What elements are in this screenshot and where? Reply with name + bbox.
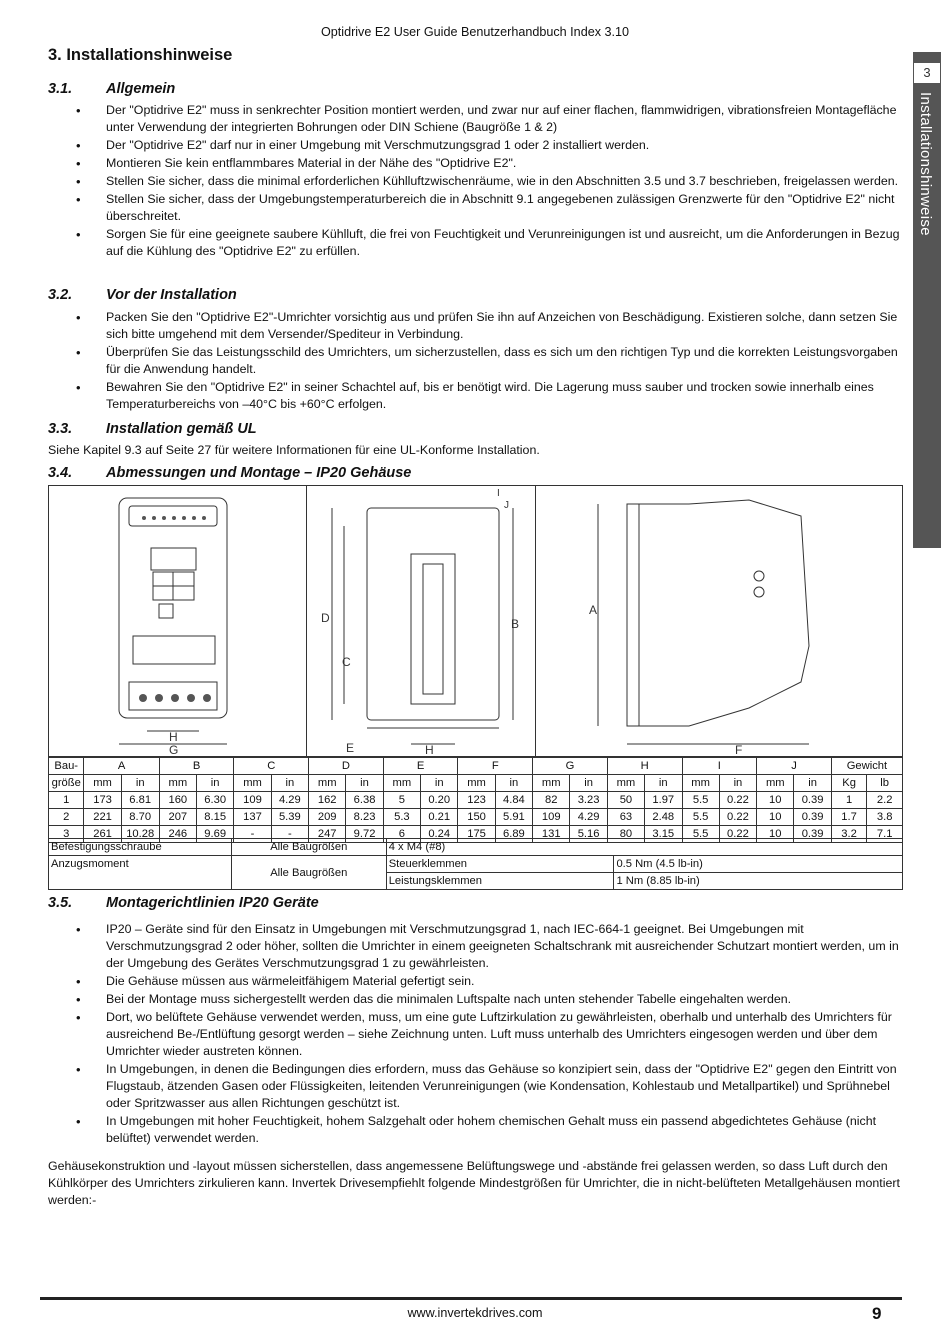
table-cell: 175 bbox=[458, 826, 495, 843]
table-header-cell: in bbox=[719, 775, 756, 792]
table-cell: 8.70 bbox=[121, 809, 159, 826]
list-item: • Packen Sie den "Optidrive E2"-Umrichter vorsichtig aus und prüfen Sie ihn auf Anzeichen von Beschädigung. Existieren solche, dann setzen Sie sich bitte umgehend mit dem Versender/Spediteur in Verbindung. bbox=[70, 309, 902, 343]
drive-rear-view bbox=[367, 508, 499, 720]
dim-label-j: J bbox=[504, 500, 509, 511]
dim-label-d: D bbox=[321, 611, 330, 625]
table-cell: 10.28 bbox=[121, 826, 159, 843]
footer-url[interactable]: www.invertekdrives.com bbox=[407, 1306, 543, 1320]
table-cell: 5.5 bbox=[682, 792, 719, 809]
list-item: • Bewahren Sie den "Optidrive E2" in seiner Schachtel auf, bis er benötigt wird. Die Lagerung muss sauber und trocken sowie innerhalb eines Temperaturbereichs von –40°C bis +60°C erfolgen. bbox=[70, 379, 902, 413]
table-cell: 123 bbox=[458, 792, 495, 809]
table-cell: 5.91 bbox=[495, 809, 532, 826]
table-header-cell: mm bbox=[309, 775, 346, 792]
table-cell: 63 bbox=[607, 809, 644, 826]
mounting-torque-table bbox=[48, 838, 903, 890]
list-item: • Stellen Sie sicher, dass die minimal erforderlichen Kühlluftzwischenräume, wie in den Abschnitten 3.5 und 3.7 beschrieben, freigelassen werden. bbox=[70, 173, 902, 190]
table-cell: 1 bbox=[49, 792, 84, 809]
table-cell: 1.97 bbox=[645, 792, 682, 809]
table-cell: 6.38 bbox=[346, 792, 383, 809]
table-cell: 4.84 bbox=[495, 792, 532, 809]
dim-label-h-front: H bbox=[169, 730, 178, 744]
table-cell: 1.7 bbox=[831, 809, 866, 826]
list-item: • Stellen Sie sicher, dass der Umgebungstemperaturbereich die in Abschnitt 9.1 angegebenen zulässigen Grenzwerte für den "Optidrive E2" nicht überschreitet. bbox=[70, 191, 902, 225]
table-cell: 50 bbox=[607, 792, 644, 809]
dim-label-a: A bbox=[589, 603, 598, 617]
table-cell: 7.1 bbox=[867, 826, 903, 843]
table-header-cell: lb bbox=[867, 775, 903, 792]
table-cell: 9.69 bbox=[196, 826, 233, 843]
table-header-cell: G bbox=[533, 758, 608, 775]
chapter-number: 3 bbox=[913, 62, 941, 84]
table-cell: 131 bbox=[533, 826, 570, 843]
chapter-title: 3. Installationshinweise bbox=[48, 46, 233, 64]
list-item: • Der "Optidrive E2" muss in senkrechter Position montiert werden, und zwar nur auf einer flachen, flammwidrigen, vibrationsfreien Montagefläche unter Verwendung der integrierten Bohrungen oder DIN Schiene (Baugröße 1 & 2) bbox=[70, 102, 902, 136]
table-header-cell: mm bbox=[458, 775, 495, 792]
list-3-2 bbox=[70, 309, 902, 414]
enclosure-closing-text: Gehäusekonstruktion und -layout müssen sicherstellen, dass angemessene Belüftungswege und -abstände frei gelassen werden, so dass Luft durch den Kühlkörper des Umrichters zirkulieren kann. Invertek Drivesempfiehlt folgende Mindestgrößen für Umrichter, die in nicht-belüfteten Metallgehäusen montiert werden:- bbox=[48, 1159, 900, 1207]
table-header-cell: I bbox=[682, 758, 757, 775]
list-3-1 bbox=[70, 102, 902, 261]
table-cell: 2 bbox=[49, 809, 84, 826]
table-cell: 0.24 bbox=[420, 826, 457, 843]
table-cell: 82 bbox=[533, 792, 570, 809]
table-cell: 6.30 bbox=[196, 792, 233, 809]
table-header-cell: in bbox=[271, 775, 308, 792]
table-header-cell: mm bbox=[757, 775, 794, 792]
table-cell: 221 bbox=[84, 809, 121, 826]
ul-reference-text: Siehe Kapitel 9.3 auf Seite 27 für weitere Informationen für eine UL-Konforme Installation. bbox=[48, 443, 540, 457]
table-header-cell: in bbox=[645, 775, 682, 792]
table-header-cell: C bbox=[234, 758, 309, 775]
section-heading-3-2: 3.2. Vor der Installation bbox=[48, 287, 237, 303]
section-heading-3-5: 3.5. Montagerichtlinien IP20 Geräte bbox=[48, 895, 319, 911]
table-cell: 2.48 bbox=[645, 809, 682, 826]
dim-label-i: I bbox=[497, 488, 500, 499]
table-header-cell: A bbox=[84, 758, 159, 775]
table-cell: 0.22 bbox=[719, 826, 756, 843]
table-cell: 6 bbox=[383, 826, 420, 843]
table-header-cell: mm bbox=[533, 775, 570, 792]
dim-label-c: C bbox=[342, 655, 351, 669]
table-cell: 150 bbox=[458, 809, 495, 826]
dim-label-f: F bbox=[735, 743, 743, 756]
table-header-cell: mm bbox=[682, 775, 719, 792]
table-cell: 4.29 bbox=[570, 809, 607, 826]
table-cell: 109 bbox=[533, 809, 570, 826]
table-cell: 4 x M4 (#8) bbox=[386, 839, 902, 856]
table-cell: 4.29 bbox=[271, 792, 308, 809]
table-cell: 10 bbox=[757, 792, 794, 809]
table-cell: 261 bbox=[84, 826, 121, 843]
table-cell: Alle Baugrößen bbox=[231, 839, 386, 856]
page-number: 9 bbox=[872, 1304, 882, 1323]
table-header-cell: in bbox=[794, 775, 831, 792]
table-cell: Alle Baugrößen bbox=[231, 856, 386, 890]
section-heading-3-4: 3.4. Abmessungen und Montage – IP20 Gehäuse bbox=[48, 465, 412, 481]
table-row bbox=[49, 792, 903, 809]
table-header-cell: mm bbox=[84, 775, 121, 792]
table-header-cell: größe bbox=[49, 775, 84, 792]
table-cell: 0.5 Nm (4.5 lb-in) bbox=[614, 856, 903, 873]
table-cell: 3.15 bbox=[645, 826, 682, 843]
table-header-cell: in bbox=[420, 775, 457, 792]
list-item: • Die Gehäuse müssen aus wärmeleitfähigem Material gefertigt sein. bbox=[70, 973, 902, 990]
table-row bbox=[49, 839, 903, 856]
table-cell: 3 bbox=[49, 826, 84, 843]
table-cell: 3.8 bbox=[867, 809, 903, 826]
dimension-table bbox=[48, 757, 903, 843]
table-header-cell: mm bbox=[383, 775, 420, 792]
section-heading-3-1: 3.1. Allgemein bbox=[48, 81, 176, 97]
table-cell: 0.39 bbox=[794, 826, 831, 843]
table-cell: 1 bbox=[831, 792, 866, 809]
table-cell: 5.5 bbox=[682, 826, 719, 843]
table-header-cell: F bbox=[458, 758, 533, 775]
table-header-cell: mm bbox=[234, 775, 271, 792]
table-cell: Befestigungsschraube bbox=[49, 839, 232, 856]
table-cell: 8.15 bbox=[196, 809, 233, 826]
terminal-dots bbox=[139, 516, 211, 702]
chapter-side-tab[interactable] bbox=[913, 52, 941, 548]
table-header-cell: in bbox=[570, 775, 607, 792]
table-cell: 5 bbox=[383, 792, 420, 809]
table-cell: 10 bbox=[757, 809, 794, 826]
footer-divider bbox=[40, 1297, 902, 1300]
table-cell: 0.22 bbox=[719, 792, 756, 809]
list-item: • In Umgebungen mit hoher Feuchtigkeit, hohem Salzgehalt oder hohem chemischen Gehalt muss ein passend abgedichtetes Gehäuse (nicht belüftet) verwendet werden. bbox=[70, 1113, 902, 1147]
dim-label-g-front: G bbox=[169, 743, 179, 756]
table-header-cell: mm bbox=[607, 775, 644, 792]
table-cell: - bbox=[234, 826, 271, 843]
running-header: Optidrive E2 User Guide Benutzerhandbuch Index 3.10 bbox=[320, 25, 630, 39]
table-cell: 5.3 bbox=[383, 809, 420, 826]
dimension-drawing bbox=[48, 485, 903, 757]
table-header-cell: Kg bbox=[831, 775, 866, 792]
list-item: • Montieren Sie kein entflammbares Material in der Nähe des "Optidrive E2". bbox=[70, 155, 902, 172]
table-cell: - bbox=[271, 826, 308, 843]
table-header-row bbox=[49, 775, 903, 792]
table-cell: 80 bbox=[607, 826, 644, 843]
table-header-cell: in bbox=[495, 775, 532, 792]
table-header-cell: in bbox=[121, 775, 159, 792]
list-item: • IP20 – Geräte sind für den Einsatz in Umgebungen mit Verschmutzungsgrad 1, nach IEC-664-1 geeignet. Bei Umgebungen mit Verschmutzungsgrad 2 oder höher, sollten die Umrichter in einem geeigneten Schaltschrank mit ausreichender Schutzart montiert werden, um in der Umgebung des Gerätes Verschmutzungsgrad 1 zu gewährleisten. bbox=[70, 921, 902, 972]
table-cell: 207 bbox=[159, 809, 196, 826]
table-cell: 209 bbox=[309, 809, 346, 826]
table-cell: 0.20 bbox=[420, 792, 457, 809]
table-cell: 5.39 bbox=[271, 809, 308, 826]
table-cell: 6.81 bbox=[121, 792, 159, 809]
table-header-cell: in bbox=[196, 775, 233, 792]
list-3-5 bbox=[70, 921, 902, 1148]
table-header-cell: B bbox=[159, 758, 234, 775]
drive-side-view bbox=[627, 500, 809, 726]
table-cell: 0.39 bbox=[794, 792, 831, 809]
table-header-cell: in bbox=[346, 775, 383, 792]
table-header-cell: E bbox=[383, 758, 458, 775]
table-cell: 5.16 bbox=[570, 826, 607, 843]
table-cell: Anzugsmoment bbox=[49, 856, 232, 890]
table-cell: 1 Nm (8.85 lb-in) bbox=[614, 873, 903, 890]
list-item: • Dort, wo belüftete Gehäuse verwendet werden, muss, um eine gute Luftzirkulation zu gewährleisten, oberhalb und unterhalb des Umrichters für ausreichend Be-/Entlüftung gesorgt werden – siehe Zeichnung unten. Luft muss unterhalb des Umrichters eingesogen werden und über dem Umrichter wieder austreten können. bbox=[70, 1009, 902, 1060]
list-item: • Überprüfen Sie das Leistungsschild des Umrichters, um sicherzustellen, dass es sich um den richtigen Typ und die korrekten Leistungsvorgaben für die Anwendung handelt. bbox=[70, 344, 902, 378]
table-cell: 6.89 bbox=[495, 826, 532, 843]
table-header-cell: D bbox=[309, 758, 384, 775]
dim-label-b: B bbox=[511, 617, 520, 631]
list-item: • Der "Optidrive E2" darf nur in einer Umgebung mit Verschmutzungsgrad 1 oder 2 installiert werden. bbox=[70, 137, 902, 154]
table-cell: 3.23 bbox=[570, 792, 607, 809]
table-cell: 160 bbox=[159, 792, 196, 809]
table-header-cell: Bau- bbox=[49, 758, 84, 775]
list-item: • In Umgebungen, in denen die Bedingungen dies erfordern, muss das Gehäuse so konzipiert sein, dass der "Optidrive E2" gegen den Eintritt von Flugstaub, ätzenden Gasen oder Flüssigkeiten, leitenden Verunreinigungen (wie Kondensation, Kohlestaub und Metallpartikel) und Sprühnebel oder Spritzwasser aus allen Richtungen geschützt ist. bbox=[70, 1061, 902, 1112]
chapter-tab-label: Installationshinweise bbox=[917, 92, 934, 236]
table-row bbox=[49, 856, 903, 873]
table-cell: 9.72 bbox=[346, 826, 383, 843]
table-row bbox=[49, 809, 903, 826]
table-cell: 0.22 bbox=[719, 809, 756, 826]
dim-label-h-rear: H bbox=[425, 743, 434, 756]
table-cell: 247 bbox=[309, 826, 346, 843]
table-cell: 2.2 bbox=[867, 792, 903, 809]
table-cell: Leistungsklemmen bbox=[386, 873, 614, 890]
table-cell: 3.2 bbox=[831, 826, 866, 843]
table-cell: 137 bbox=[234, 809, 271, 826]
table-cell: 8.23 bbox=[346, 809, 383, 826]
table-cell: 0.39 bbox=[794, 809, 831, 826]
table-cell: 10 bbox=[757, 826, 794, 843]
table-header-cell: mm bbox=[159, 775, 196, 792]
list-item: • Sorgen Sie für eine geeignete saubere Kühlluft, die frei von Feuchtigkeit und Verunreinigungen ist und ausreicht, um die Anforderungen in Bezug auf die Kühlung des "Optidrive E2" zu erfüllen. bbox=[70, 226, 902, 260]
table-header-cell: J bbox=[757, 758, 832, 775]
section-heading-3-3: 3.3. Installation gemäß UL bbox=[48, 421, 257, 437]
table-cell: 0.21 bbox=[420, 809, 457, 826]
table-header-cell: Gewicht bbox=[831, 758, 902, 775]
table-header-cell: H bbox=[607, 758, 682, 775]
table-cell: 173 bbox=[84, 792, 121, 809]
table-cell: 246 bbox=[159, 826, 196, 843]
list-item: • Bei der Montage muss sichergestellt werden das die minimalen Luftspalte nach unten stehender Tabelle eingehalten werden. bbox=[70, 991, 902, 1008]
dim-label-e: E bbox=[346, 741, 355, 755]
table-cell: 162 bbox=[309, 792, 346, 809]
table-header-row bbox=[49, 758, 903, 775]
table-cell: 109 bbox=[234, 792, 271, 809]
table-cell: 5.5 bbox=[682, 809, 719, 826]
table-cell: Steuerklemmen bbox=[386, 856, 614, 873]
